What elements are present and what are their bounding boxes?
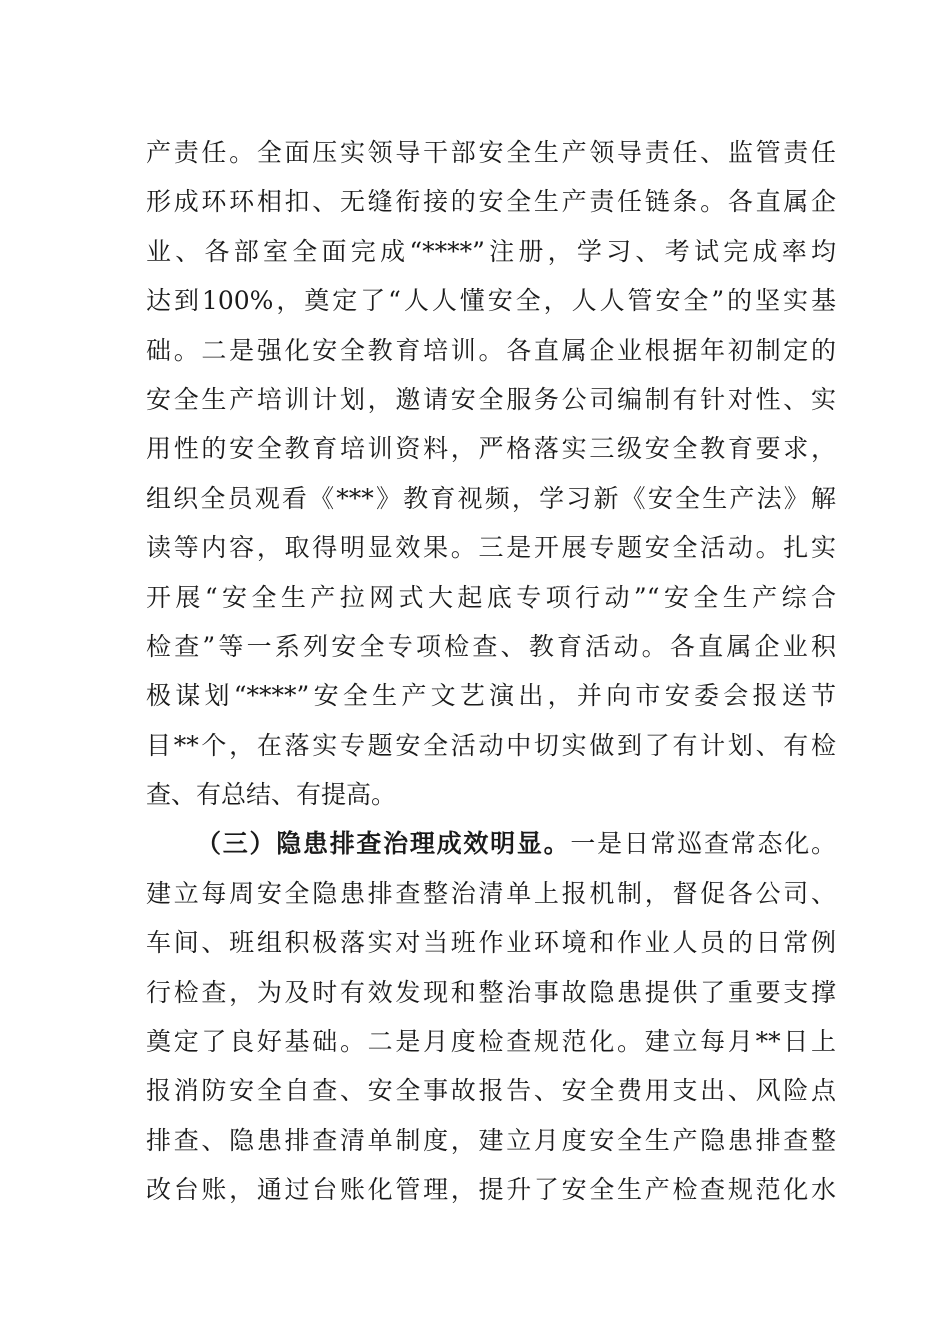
text-line: 组织全员观看《***》教育视频，学习新《安全生产法》解 bbox=[146, 483, 836, 513]
section-heading: （三）隐患排查治理成效明显。 bbox=[196, 829, 571, 859]
section-heading-rest: 一是日常巡查常态化。 bbox=[570, 829, 836, 859]
section-heading-line bbox=[146, 819, 836, 868]
text-line: 产责任。全面压实领导干部安全生产领导责任、监管责任 bbox=[146, 138, 836, 167]
text-line: 形成环环相扣、无缝衔接的安全生产责任链条。各直属企 bbox=[146, 187, 836, 217]
text-line: 查、有总结、有提高。 bbox=[146, 780, 397, 810]
text-line: 础。二是强化安全教育培训。各直属企业根据年初制定的 bbox=[146, 335, 836, 365]
text-line: 行检查，为及时有效发现和整治事故隐患提供了重要支撑 bbox=[146, 977, 836, 1007]
text-line: 开展“安全生产拉网式大起底专项行动”“安全生产综合 bbox=[146, 582, 836, 612]
text-line: 业、各部室全面完成“****”注册，学习、考试完成率均 bbox=[146, 236, 836, 266]
text-line: 用性的安全教育培训资料，严格落实三级安全教育要求， bbox=[146, 434, 836, 464]
body-text bbox=[146, 128, 836, 1215]
text-line: 奠定了良好基础。二是月度检查规范化。建立每月**日上 bbox=[146, 1027, 836, 1057]
text-line: 建立每周安全隐患排查整治清单上报机制，督促各公司、 bbox=[146, 878, 836, 908]
text-line: 检查”等一系列安全专项检查、教育活动。各直属企业积 bbox=[146, 631, 836, 661]
text-line: 读等内容，取得明显效果。三是开展专题安全活动。扎实 bbox=[146, 533, 836, 563]
text-line: 目**个，在落实专题安全活动中切实做到了有计划、有检 bbox=[146, 730, 836, 760]
text-line: 改台账，通过台账化管理，提升了安全生产检查规范化水 bbox=[146, 1175, 836, 1205]
text-line: 报消防安全自查、安全事故报告、安全费用支出、风险点 bbox=[146, 1076, 836, 1106]
text-line: 排查、隐患排查清单制度，建立月度安全生产隐患排查整 bbox=[146, 1125, 836, 1155]
text-line: 安全生产培训计划，邀请安全服务公司编制有针对性、实 bbox=[146, 384, 836, 414]
text-line: 达到100%，奠定了“人人懂安全，人人管安全”的坚实基 bbox=[146, 286, 836, 316]
text-line: 极谋划“****”安全生产文艺演出，并向市安委会报送节 bbox=[146, 681, 836, 711]
text-line: 车间、班组积极落实对当班作业环境和作业人员的日常例 bbox=[146, 928, 836, 958]
